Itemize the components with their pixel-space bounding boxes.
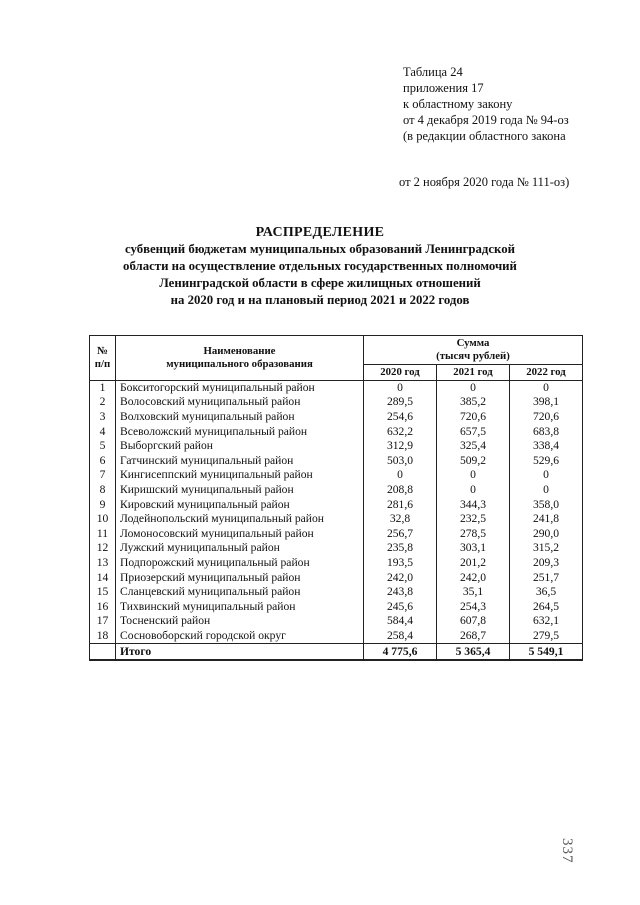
cell-v2022: 338,4 [510, 439, 583, 454]
cell-v2022: 529,6 [510, 454, 583, 469]
title-line: на 2020 год и на плановый период 2021 и 2022 годов [170, 293, 470, 307]
cell-v2021: 509,2 [437, 454, 510, 469]
table-row [90, 395, 583, 410]
title-line: субвенций бюджетам муниципальных образований Ленинградской [124, 242, 516, 256]
distribution-table [89, 335, 583, 661]
cell-v2021: 385,2 [437, 395, 510, 410]
annex-line: от 4 декабря 2019 года № 94-оз [403, 113, 569, 127]
cell-v2021: 254,3 [437, 600, 510, 615]
cell-v2020: 0 [364, 380, 437, 395]
cell-name: Лодейнопольский муниципальный район [116, 512, 364, 527]
cell-v2022: 632,1 [510, 614, 583, 629]
cell-num: 18 [90, 629, 116, 644]
cell-v2020: 242,0 [364, 570, 437, 585]
cell-v2022: 279,5 [510, 629, 583, 644]
cell-v2020: 584,4 [364, 614, 437, 629]
header-number: № п/п [90, 336, 116, 381]
cell-v2021: 607,8 [437, 614, 510, 629]
cell-v2022: 683,8 [510, 424, 583, 439]
cell-v2021: 303,1 [437, 541, 510, 556]
cell-v2022: 264,5 [510, 600, 583, 615]
table-row [90, 468, 583, 483]
cell-name: Подпорожский муниципальный район [116, 556, 364, 571]
total-cell-v2022: 5 549,1 [510, 644, 583, 660]
annex-line: (в редакции областного закона [403, 129, 566, 143]
page-mark: 337 [559, 838, 575, 864]
cell-name: Ломоносовский муниципальный район [116, 527, 364, 542]
cell-v2021: 278,5 [437, 527, 510, 542]
total-cell [90, 644, 116, 660]
cell-v2021: 0 [437, 380, 510, 395]
cell-v2022: 720,6 [510, 410, 583, 425]
cell-v2020: 256,7 [364, 527, 437, 542]
header-year-2021: 2021 год [437, 365, 510, 381]
table-row [90, 410, 583, 425]
title-line: Ленинградской области в сфере жилищных отношений [159, 276, 481, 290]
cell-name: Кировский муниципальный район [116, 497, 364, 512]
cell-v2022: 0 [510, 483, 583, 498]
cell-name: Гатчинский муниципальный район [116, 454, 364, 469]
cell-name: Тосненский район [116, 614, 364, 629]
title-heading: РАСПРЕДЕЛЕНИЕ [255, 225, 385, 240]
cell-v2021: 268,7 [437, 629, 510, 644]
cell-name: Кингисеппский муниципальный район [116, 468, 364, 483]
cell-v2020: 193,5 [364, 556, 437, 571]
cell-num: 9 [90, 497, 116, 512]
cell-num: 17 [90, 614, 116, 629]
cell-v2020: 289,5 [364, 395, 437, 410]
cell-v2020: 208,8 [364, 483, 437, 498]
cell-v2020: 245,6 [364, 600, 437, 615]
cell-num: 2 [90, 395, 116, 410]
total-cell-v2021: 5 365,4 [437, 644, 510, 660]
cell-v2020: 632,2 [364, 424, 437, 439]
cell-num: 15 [90, 585, 116, 600]
header-year-2022: 2022 год [510, 365, 583, 381]
cell-v2022: 36,5 [510, 585, 583, 600]
table-row [90, 439, 583, 454]
cell-v2022: 315,2 [510, 541, 583, 556]
cell-v2022: 0 [510, 380, 583, 395]
cell-name: Сланцевский муниципальный район [116, 585, 364, 600]
annex-reference [403, 64, 569, 144]
cell-num: 4 [90, 424, 116, 439]
cell-v2021: 35,1 [437, 585, 510, 600]
cell-v2021: 0 [437, 483, 510, 498]
cell-name: Тихвинский муниципальный район [116, 600, 364, 615]
cell-num: 5 [90, 439, 116, 454]
header-sum: Сумма (тысяч рублей) [364, 336, 583, 365]
cell-name: Приозерский муниципальный район [116, 570, 364, 585]
cell-num: 16 [90, 600, 116, 615]
cell-v2021: 344,3 [437, 497, 510, 512]
cell-num: 6 [90, 454, 116, 469]
cell-v2020: 312,9 [364, 439, 437, 454]
cell-v2022: 241,8 [510, 512, 583, 527]
table-row [90, 424, 583, 439]
table-row [90, 527, 583, 542]
cell-num: 10 [90, 512, 116, 527]
cell-v2021: 657,5 [437, 424, 510, 439]
header-year-2020: 2020 год [364, 365, 437, 381]
cell-num: 14 [90, 570, 116, 585]
cell-v2022: 290,0 [510, 527, 583, 542]
cell-num: 11 [90, 527, 116, 542]
annex-line: Таблица 24 [403, 65, 463, 79]
cell-v2020: 235,8 [364, 541, 437, 556]
table-row [90, 512, 583, 527]
title-line: области на осуществление отдельных государственных полномочий [123, 259, 517, 273]
table-row [90, 556, 583, 571]
table-body [90, 380, 583, 660]
cell-v2020: 0 [364, 468, 437, 483]
cell-num: 12 [90, 541, 116, 556]
cell-v2022: 398,1 [510, 395, 583, 410]
cell-name: Лужский муниципальный район [116, 541, 364, 556]
document-title [80, 224, 560, 309]
table-row [90, 380, 583, 395]
annex-line: к областному закону [403, 97, 513, 111]
annex-line: приложения 17 [403, 81, 484, 95]
total-row [90, 644, 583, 660]
cell-num: 13 [90, 556, 116, 571]
cell-v2020: 254,6 [364, 410, 437, 425]
cell-v2021: 242,0 [437, 570, 510, 585]
cell-num: 8 [90, 483, 116, 498]
cell-v2020: 32,8 [364, 512, 437, 527]
cell-v2022: 0 [510, 468, 583, 483]
table-header-row [90, 336, 583, 365]
cell-name: Выборгский район [116, 439, 364, 454]
table-row [90, 570, 583, 585]
table-row [90, 454, 583, 469]
cell-num: 3 [90, 410, 116, 425]
cell-v2022: 251,7 [510, 570, 583, 585]
cell-name: Сосновоборский городской округ [116, 629, 364, 644]
cell-v2020: 281,6 [364, 497, 437, 512]
amendment-date: от 2 ноября 2020 года № 111-оз) [399, 175, 570, 189]
table-row [90, 497, 583, 512]
cell-v2021: 720,6 [437, 410, 510, 425]
table-row [90, 585, 583, 600]
header-name: Наименование муниципального образования [116, 336, 364, 381]
cell-name: Волховский муниципальный район [116, 410, 364, 425]
cell-num: 1 [90, 380, 116, 395]
cell-name: Бокситогорский муниципальный район [116, 380, 364, 395]
total-cell-v2020: 4 775,6 [364, 644, 437, 660]
table-row [90, 483, 583, 498]
table-row [90, 541, 583, 556]
cell-v2021: 0 [437, 468, 510, 483]
table-row [90, 600, 583, 615]
cell-v2021: 232,5 [437, 512, 510, 527]
cell-v2020: 503,0 [364, 454, 437, 469]
cell-name: Волосовский муниципальный район [116, 395, 364, 410]
cell-v2020: 258,4 [364, 629, 437, 644]
table-row [90, 629, 583, 644]
cell-v2022: 358,0 [510, 497, 583, 512]
cell-name: Киришский муниципальный район [116, 483, 364, 498]
table-row [90, 614, 583, 629]
total-cell-label: Итого [116, 644, 364, 660]
cell-v2021: 325,4 [437, 439, 510, 454]
cell-v2022: 209,3 [510, 556, 583, 571]
cell-name: Всеволожский муниципальный район [116, 424, 364, 439]
cell-num: 7 [90, 468, 116, 483]
cell-v2020: 243,8 [364, 585, 437, 600]
cell-v2021: 201,2 [437, 556, 510, 571]
